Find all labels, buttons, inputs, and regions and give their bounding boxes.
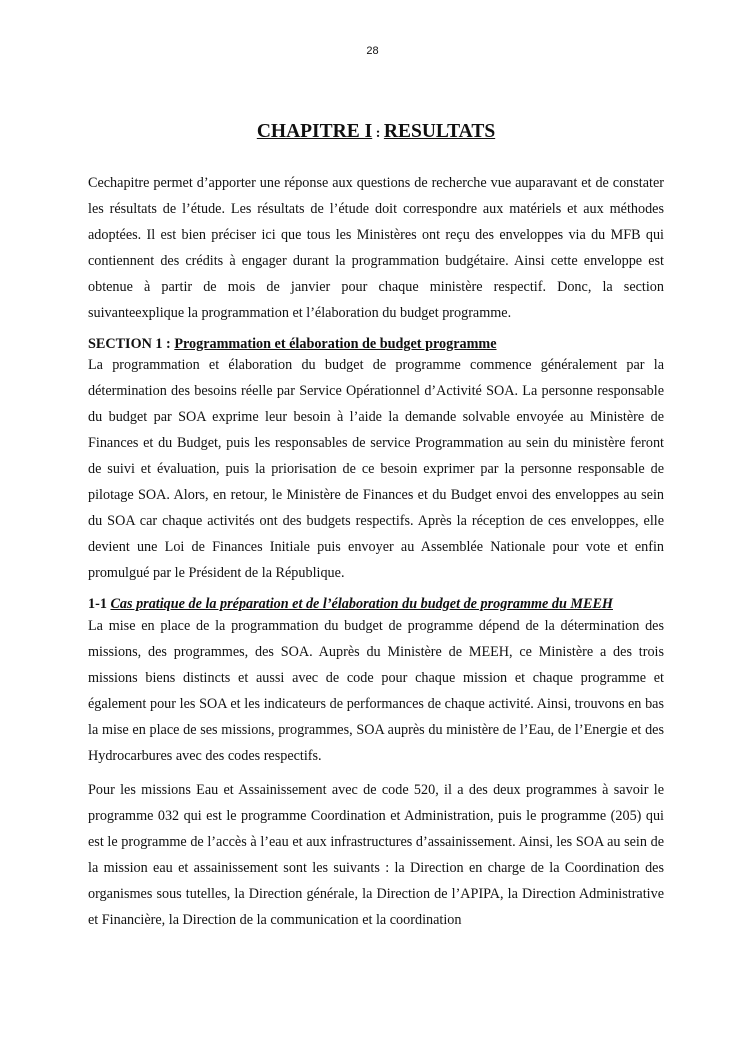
section-title: Programmation et élaboration de budget programme	[174, 336, 497, 352]
section-label: SECTION 1 :	[88, 336, 175, 352]
page-content	[88, 118, 664, 933]
chapter-label: CHAPITRE I	[256, 121, 373, 142]
page-number: 28	[366, 45, 379, 57]
section-paragraph: La programmation et élaboration du budget de programme commence généralement par la détermination des besoins réelle par Service Opérationnel d’Activité SOA. La personne responsable du budget par SOA exprime leur besoin à l’aide la demande solvable envoyée au Ministère de Finances et du Budget, puis les responsables de service Programmation au sein du ministère feront de suivi et évaluation, puis la priorisation de ce besoin exprimer par la personne responsable de pilotage SOA. Alors, en retour, le Ministère de Finances et du Budget envoi des enveloppes au sein du SOA car chaque activités ont des budgets respectifs. Après la réception de ces enveloppes, elle devient une Loi de Finances Initiale puis envoyer au Assemblée Nationale pour vote et enfin promulgué par le Président de la République.	[88, 357, 664, 581]
chapter-title	[88, 118, 664, 148]
subsection-number: 1-1	[88, 596, 111, 612]
section-heading	[88, 336, 664, 352]
chapter-separator: :	[372, 126, 384, 141]
chapter-name: RESULTATS	[383, 121, 496, 142]
subsection-title: Cas pratique de la préparation et de l’élaboration du budget de programme du MEEH	[110, 596, 613, 612]
subsection-paragraph-1: La mise en place de la programmation du budget de programme dépend de la détermination des missions, des programmes, des SOA. Auprès du Ministère de MEEH, ce Ministère a des trois missions biens distincts et aussi avec de code pour chaque mission et chaque programme et également pour les SOA et les indicateurs de performances de chaque activité. Ainsi, trouvons en bas la mise en place de ses missions, programmes, SOA auprès du ministère de l’Eau, de l’Energie et des Hydrocarbures avec des codes respectifs.	[88, 618, 664, 764]
subsection-paragraph-2: Pour les missions Eau et Assainissement avec de code 520, il a des deux programmes à savoir le programme 032 qui est le programme Coordination et Administration, puis le programme (205) qui est le programme de l’accès à l’eau et aux infrastructures d’assainissement. Ainsi, les SOA au sein de la mission eau et assainissement sont les suivants : la Direction en charge de la Coordination des organismes sous tutelles, la Direction générale, la Direction de l’APIPA, la Direction Administrative et Financière, la Direction de la communication et la coordination	[88, 782, 664, 928]
subsection-heading	[88, 596, 664, 613]
intro-paragraph: Cechapitre permet d’apporter une réponse aux questions de recherche vue auparavant et de constater les résultats de l’étude. Les résultats de l’étude doit correspondre aux matériels et aux méthodes adoptées. Il est bien préciser ici que tous les Ministères ont reçu des enveloppes via du MFB qui contiennent des crédits à engager durant la programmation budgétaire. Ainsi cette enveloppe est obtenue à partir de mois de janvier pour chaque ministère respectif. Donc, la section suivanteexplique la programmation et l’élaboration du budget programme.	[88, 175, 664, 321]
